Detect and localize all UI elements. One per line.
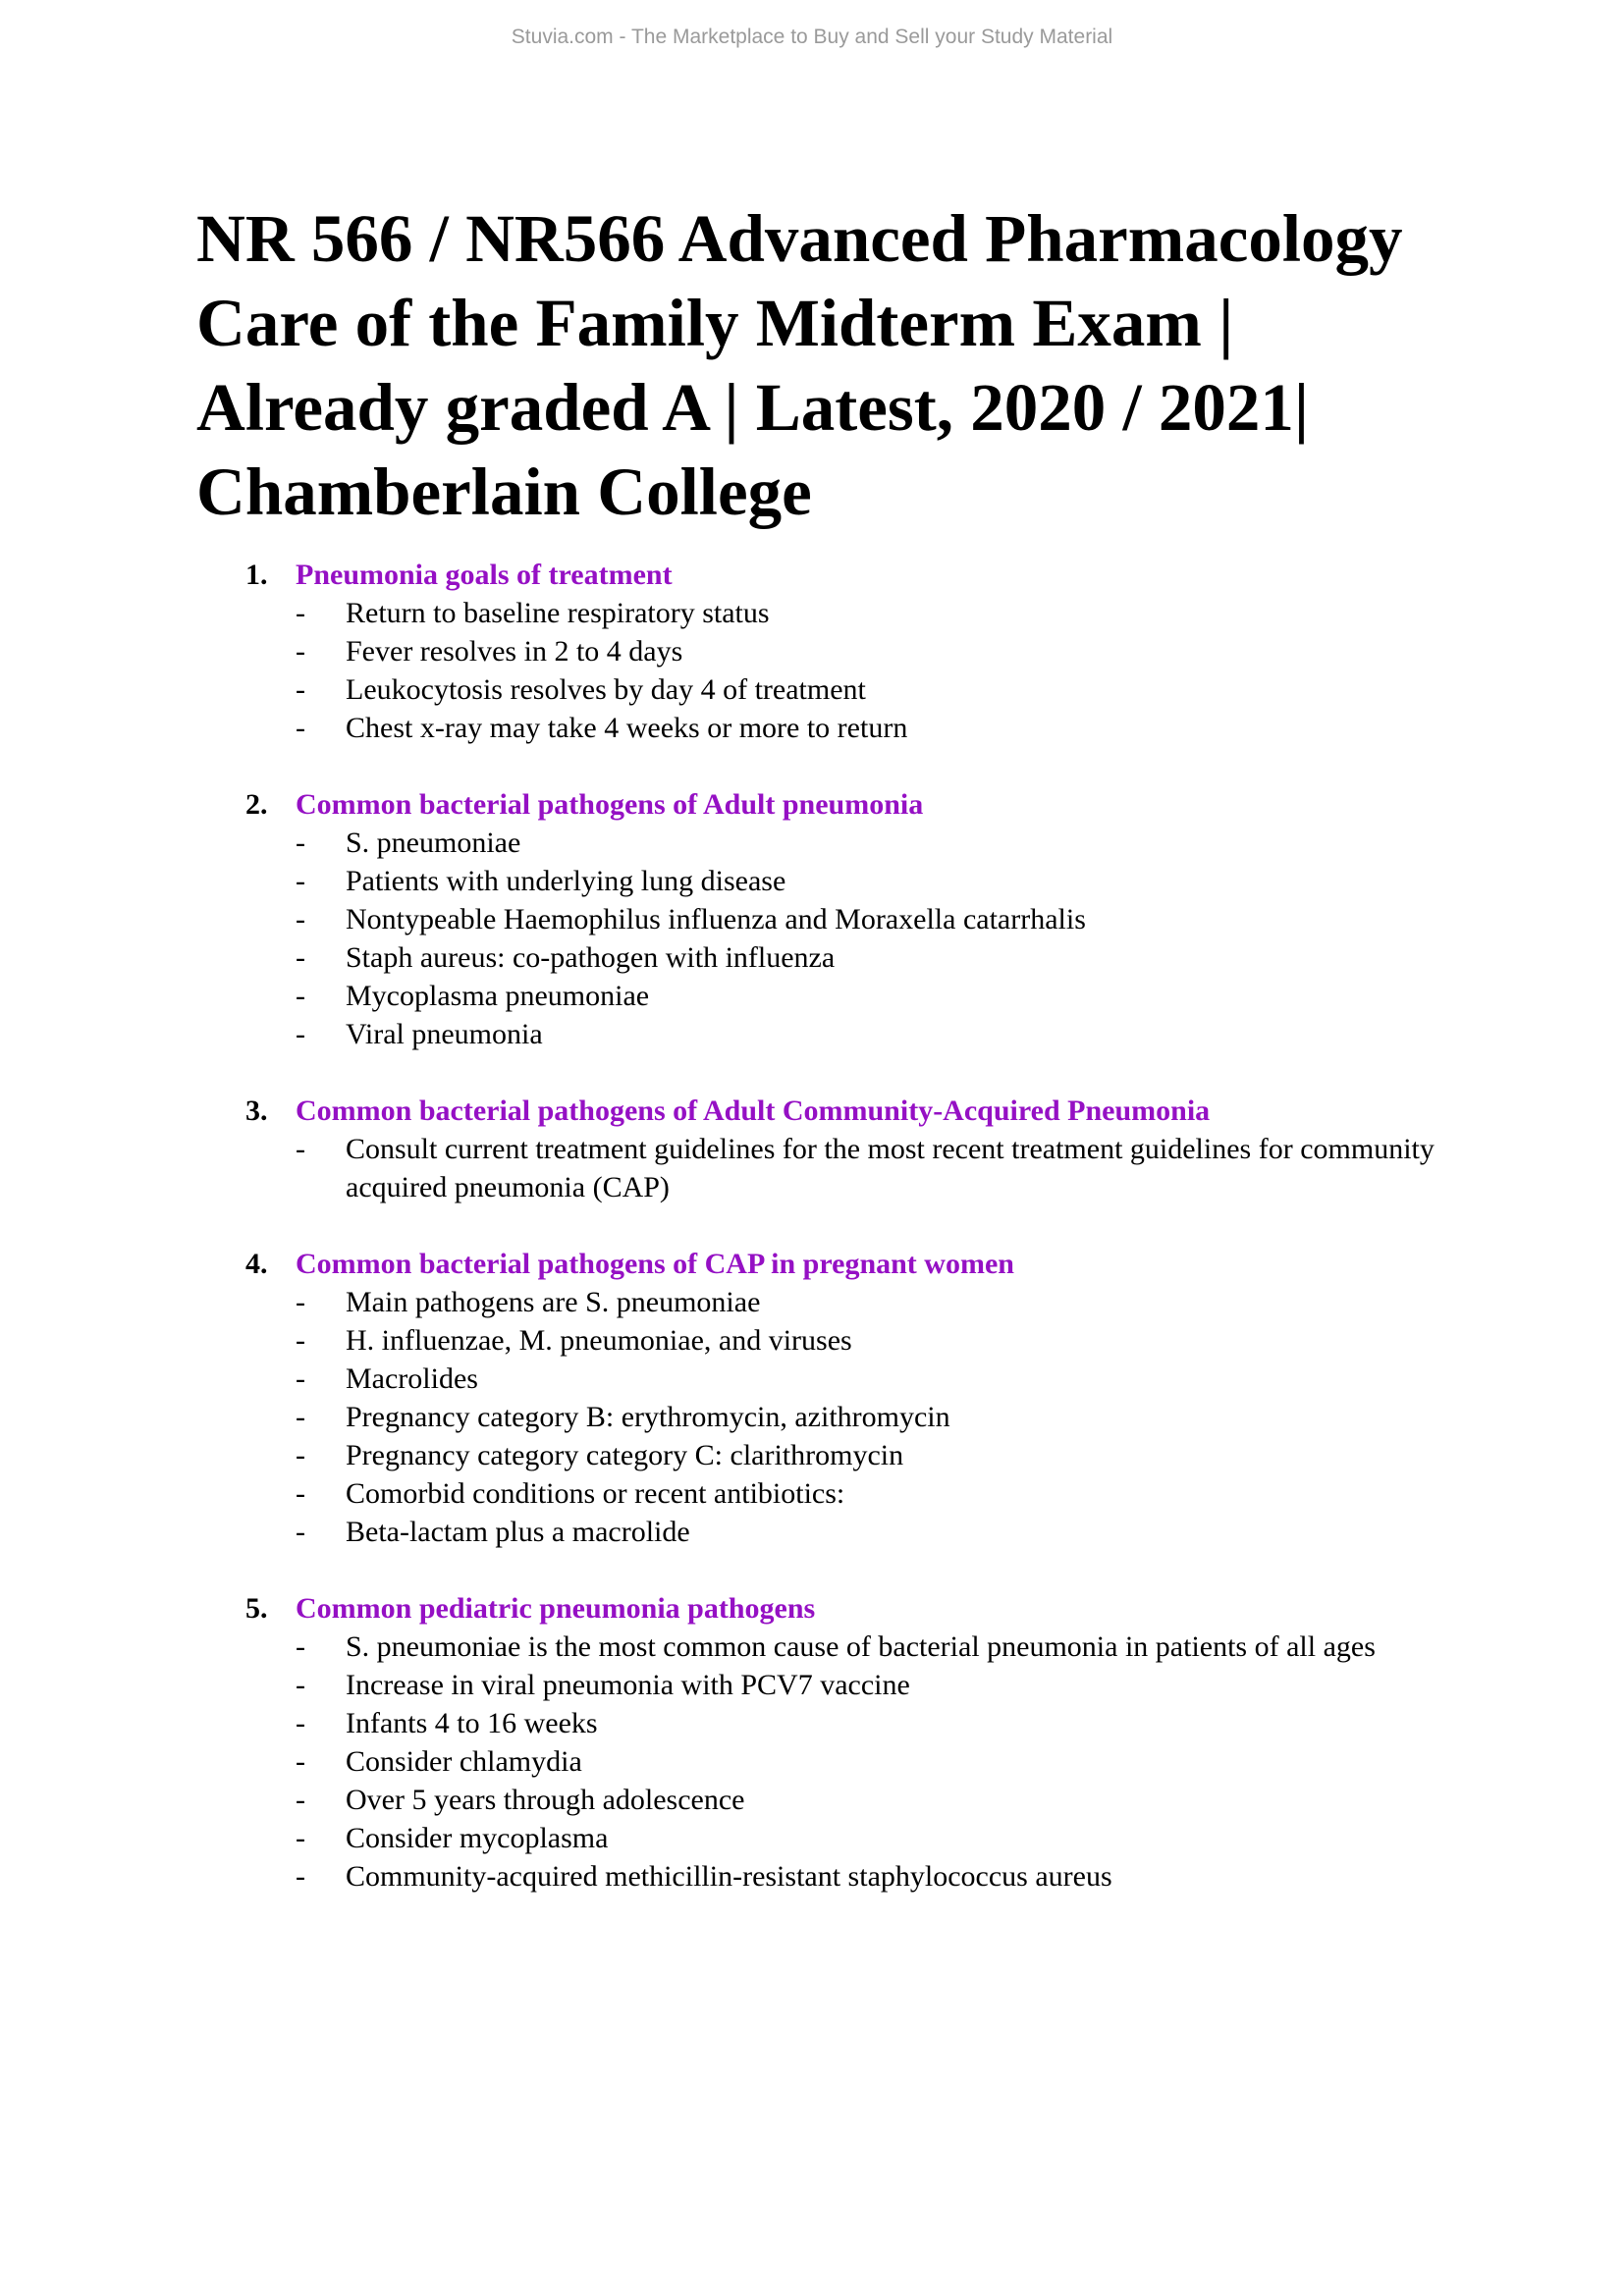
bullet-dash: -	[296, 1630, 305, 1663]
list-item-text: Leukocytosis resolves by day 4 of treatment	[346, 673, 866, 706]
section-title: Pneumonia goals of treatment	[296, 559, 673, 591]
list-item	[0, 1628, 1435, 1666]
list-item	[0, 1666, 1435, 1704]
watermark-text: Stuvia.com - The Marketplace to Buy and Sell your Study Material	[511, 26, 1113, 48]
list-item-text: Staph aureus: co-pathogen with influenza	[346, 941, 836, 974]
list-item	[0, 594, 1435, 632]
bullet-list	[0, 594, 1624, 747]
section-number: 1.	[245, 559, 268, 591]
list-item-text: Increase in viral pneumonia with PCV7 vaccine	[346, 1669, 910, 1701]
list-item	[0, 1781, 1435, 1819]
list-item-text: Viral pneumonia	[346, 1018, 543, 1050]
section-title: Common bacterial pathogens of Adult Community-Acquired Pneumonia	[296, 1095, 1211, 1127]
bullet-list	[0, 824, 1624, 1053]
list-item	[0, 1283, 1435, 1321]
list-item-text: Return to baseline respiratory status	[346, 597, 770, 629]
list-item-text: Macrolides	[346, 1362, 478, 1395]
bullet-list	[0, 1628, 1624, 1896]
bullet-dash: -	[296, 1516, 305, 1548]
bullet-dash: -	[296, 597, 305, 629]
list-item	[0, 1130, 1435, 1206]
section-number: 2.	[245, 788, 268, 821]
list-item	[0, 632, 1435, 670]
list-item-text: Over 5 years through adolescence	[346, 1784, 745, 1816]
title-line: Chamberlain College	[196, 454, 812, 529]
bullet-dash: -	[296, 1822, 305, 1854]
list-item-text: Consider mycoplasma	[346, 1822, 609, 1854]
bullet-dash: -	[296, 1324, 305, 1357]
list-item	[0, 1436, 1435, 1474]
list-item	[0, 938, 1435, 977]
section-heading	[0, 556, 1624, 594]
title-line: Already graded A | Latest, 2020 / 2021|	[196, 370, 1310, 445]
list-item	[0, 1857, 1435, 1896]
bullet-dash: -	[296, 980, 305, 1012]
list-item	[0, 862, 1435, 900]
question-section	[0, 1245, 1624, 1551]
bullet-list	[0, 1130, 1624, 1206]
list-item	[0, 900, 1435, 938]
section-heading	[0, 1092, 1624, 1130]
question-section	[0, 556, 1624, 747]
list-item	[0, 1513, 1435, 1551]
list-item	[0, 1474, 1435, 1513]
question-section	[0, 785, 1624, 1053]
list-item-text: Nontypeable Haemophilus influenza and Moraxella catarrhalis	[346, 903, 1086, 935]
list-item-text: Beta-lactam plus a macrolide	[346, 1516, 690, 1548]
bullet-dash: -	[296, 1745, 305, 1778]
bullet-dash: -	[296, 1860, 305, 1893]
bullet-dash: -	[296, 1018, 305, 1050]
list-item-text: Main pathogens are S. pneumoniae	[346, 1286, 761, 1318]
list-item-text: Mycoplasma pneumoniae	[346, 980, 650, 1012]
section-title: Common pediatric pneumonia pathogens	[296, 1592, 816, 1625]
section-number: 3.	[245, 1095, 268, 1127]
question-section	[0, 1092, 1624, 1206]
bullet-list	[0, 1283, 1624, 1551]
list-item	[0, 709, 1435, 747]
list-item	[0, 1360, 1435, 1398]
bullet-dash: -	[296, 1133, 305, 1165]
bullet-dash: -	[296, 903, 305, 935]
list-item-text: Comorbid conditions or recent antibiotics:	[346, 1477, 845, 1510]
bullet-dash: -	[296, 635, 305, 667]
title-line: Care of the Family Midterm Exam |	[196, 286, 1234, 360]
list-item-text: S. pneumoniae is the most common cause of bacterial pneumonia in patients of all ages	[346, 1630, 1376, 1663]
bullet-dash: -	[296, 1784, 305, 1816]
list-item	[0, 1742, 1435, 1781]
list-item	[0, 1819, 1435, 1857]
section-heading	[0, 785, 1624, 824]
bullet-dash: -	[296, 673, 305, 706]
list-item-text: H. influenzae, M. pneumoniae, and viruses	[346, 1324, 852, 1357]
list-item	[0, 824, 1435, 862]
list-item-text: Consult current treatment guidelines for the most recent treatment guidelines for community acquired pneumonia (CAP)	[346, 1133, 1435, 1203]
list-item-text: Community-acquired methicillin-resistant staphylococcus aureus	[346, 1860, 1112, 1893]
section-heading	[0, 1245, 1624, 1283]
bullet-dash: -	[296, 1439, 305, 1471]
section-title: Common bacterial pathogens of Adult pneumonia	[296, 788, 924, 821]
question-section	[0, 1589, 1624, 1896]
section-number: 5.	[245, 1592, 268, 1625]
bullet-dash: -	[296, 1401, 305, 1433]
bullet-dash: -	[296, 1362, 305, 1395]
section-number: 4.	[245, 1248, 268, 1280]
bullet-dash: -	[296, 827, 305, 859]
section-heading	[0, 1589, 1624, 1628]
list-item-text: Fever resolves in 2 to 4 days	[346, 635, 683, 667]
list-item-text: Chest x-ray may take 4 weeks or more to return	[346, 712, 908, 744]
list-item	[0, 1321, 1435, 1360]
list-item	[0, 1704, 1435, 1742]
list-item-text: Pregnancy category B: erythromycin, azithromycin	[346, 1401, 950, 1433]
bullet-dash: -	[296, 712, 305, 744]
question-list	[0, 556, 1624, 1934]
bullet-dash: -	[296, 1669, 305, 1701]
list-item-text: S. pneumoniae	[346, 827, 521, 859]
list-item	[0, 1398, 1435, 1436]
list-item-text: Patients with underlying lung disease	[346, 865, 786, 897]
document-title	[196, 196, 1492, 534]
list-item	[0, 670, 1435, 709]
list-item	[0, 977, 1435, 1015]
bullet-dash: -	[296, 1707, 305, 1739]
list-item-text: Infants 4 to 16 weeks	[346, 1707, 598, 1739]
bullet-dash: -	[296, 941, 305, 974]
list-item-text: Consider chlamydia	[346, 1745, 582, 1778]
bullet-dash: -	[296, 1477, 305, 1510]
bullet-dash: -	[296, 865, 305, 897]
list-item	[0, 1015, 1435, 1053]
bullet-dash: -	[296, 1286, 305, 1318]
title-line: NR 566 / NR566 Advanced Pharmacology	[196, 201, 1403, 276]
list-item-text: Pregnancy category category C: clarithromycin	[346, 1439, 904, 1471]
section-title: Common bacterial pathogens of CAP in pregnant women	[296, 1248, 1014, 1280]
